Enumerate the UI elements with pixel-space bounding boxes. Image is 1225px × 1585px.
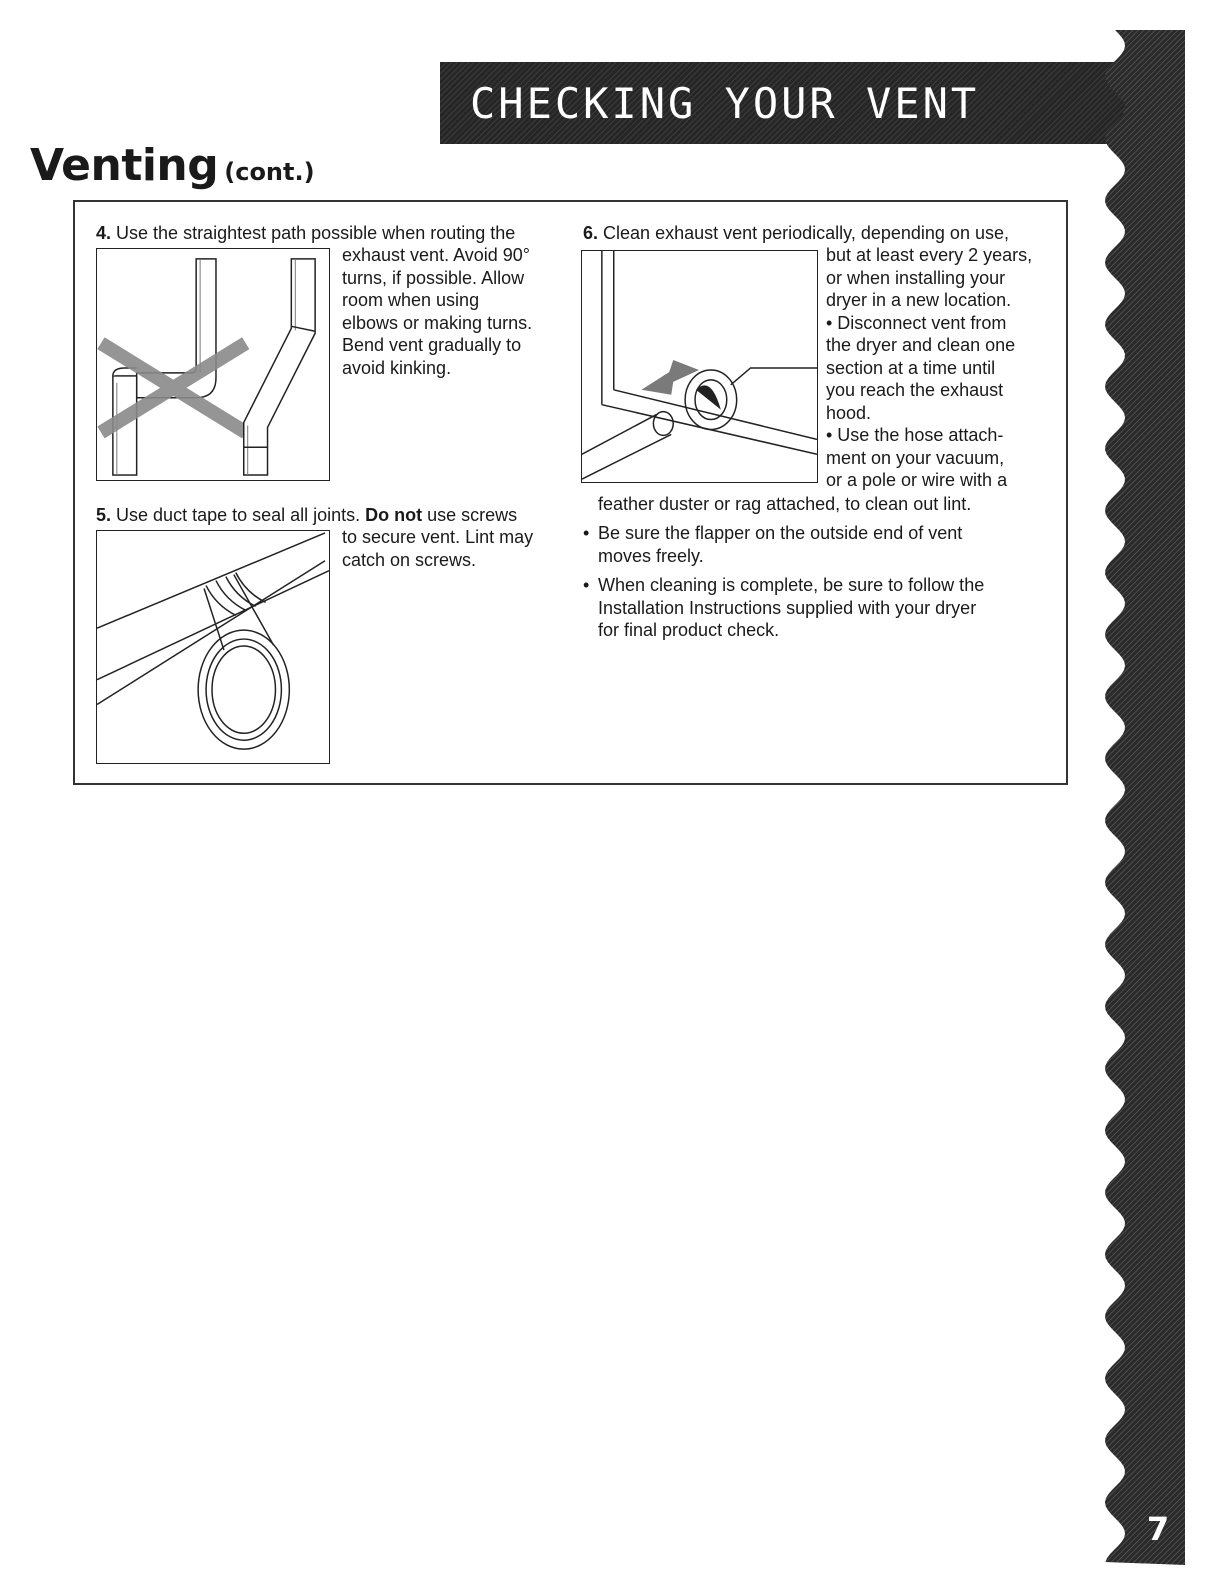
step6-line: section at a time until xyxy=(826,357,996,378)
step6-line: hood. xyxy=(826,402,872,423)
step5-line: to secure vent. Lint may xyxy=(342,527,534,547)
step6-line: or a pole or wire with a xyxy=(826,470,1008,490)
heading-suffix: (cont.) xyxy=(224,158,315,186)
page-number: 7 xyxy=(1146,1510,1170,1548)
step4-line: elbows or making turns. xyxy=(342,312,533,333)
step4-line: avoid kinking. xyxy=(342,357,452,378)
step6-line: you reach the exhaust xyxy=(826,380,1004,400)
bullet-icon: • xyxy=(583,575,590,595)
section-title: CHECKING YOUR VENT xyxy=(470,79,980,128)
step4-lead xyxy=(96,222,515,245)
step6-line: • Disconnect vent from xyxy=(826,312,1007,333)
step6-line: • Use the hose attach- xyxy=(826,425,1004,445)
bullet-line: When cleaning is complete, be sure to follow the xyxy=(598,575,985,595)
step5-line: catch on screws. xyxy=(342,549,477,570)
step5-lead-after: use screws xyxy=(422,505,518,525)
vent-path-illustration xyxy=(96,248,330,481)
step6-line: dryer in a new location. xyxy=(826,290,1012,310)
step4-body xyxy=(342,244,532,379)
bullet-line: moves freely. xyxy=(598,545,704,566)
step5-number: 5. xyxy=(96,505,112,525)
step6-line: but at least every 2 years, xyxy=(826,245,1033,265)
heading-title: Venting xyxy=(30,140,219,191)
bullet-line: for final product check. xyxy=(598,620,780,640)
step4-lead-text: Use the straightest path possible when routing the xyxy=(116,223,516,243)
bullet-icon: • xyxy=(583,523,590,543)
step5-lead xyxy=(96,504,517,527)
step6-lead xyxy=(583,222,1009,245)
step6-number: 6. xyxy=(583,223,599,243)
duct-tape-illustration xyxy=(96,530,330,764)
step6-line: ment on your vacuum, xyxy=(826,447,1005,468)
step4-line: room when using xyxy=(342,290,480,310)
page-heading xyxy=(30,140,315,191)
step4-number: 4. xyxy=(96,223,112,243)
step6-body xyxy=(826,244,1032,492)
side-tab-strip xyxy=(1093,30,1185,1565)
step4-line: exhaust vent. Avoid 90° xyxy=(342,245,530,265)
dryer-vent-illustration xyxy=(581,250,818,483)
step6-bullet-2 xyxy=(598,574,984,642)
step6-line: or when installing your xyxy=(826,267,1006,288)
step5-lead-bold: Do not xyxy=(365,505,423,525)
step6-lead-text: Clean exhaust vent periodically, depending on use, xyxy=(603,223,1009,243)
step6-bullet-1 xyxy=(598,522,962,567)
bullet-line: Installation Instructions supplied with your dryer xyxy=(598,597,977,618)
step6-continuation: feather duster or rag attached, to clean out lint. xyxy=(598,494,972,514)
step5-lead-before: Use duct tape to seal all joints. xyxy=(116,505,366,525)
step5-body xyxy=(342,526,533,571)
bullet-line: Be sure the flapper on the outside end of vent xyxy=(598,523,963,543)
step4-line: Bend vent gradually to xyxy=(342,335,522,355)
step6-line: the dryer and clean one xyxy=(826,335,1016,355)
step4-line: turns, if possible. Allow xyxy=(342,267,525,288)
